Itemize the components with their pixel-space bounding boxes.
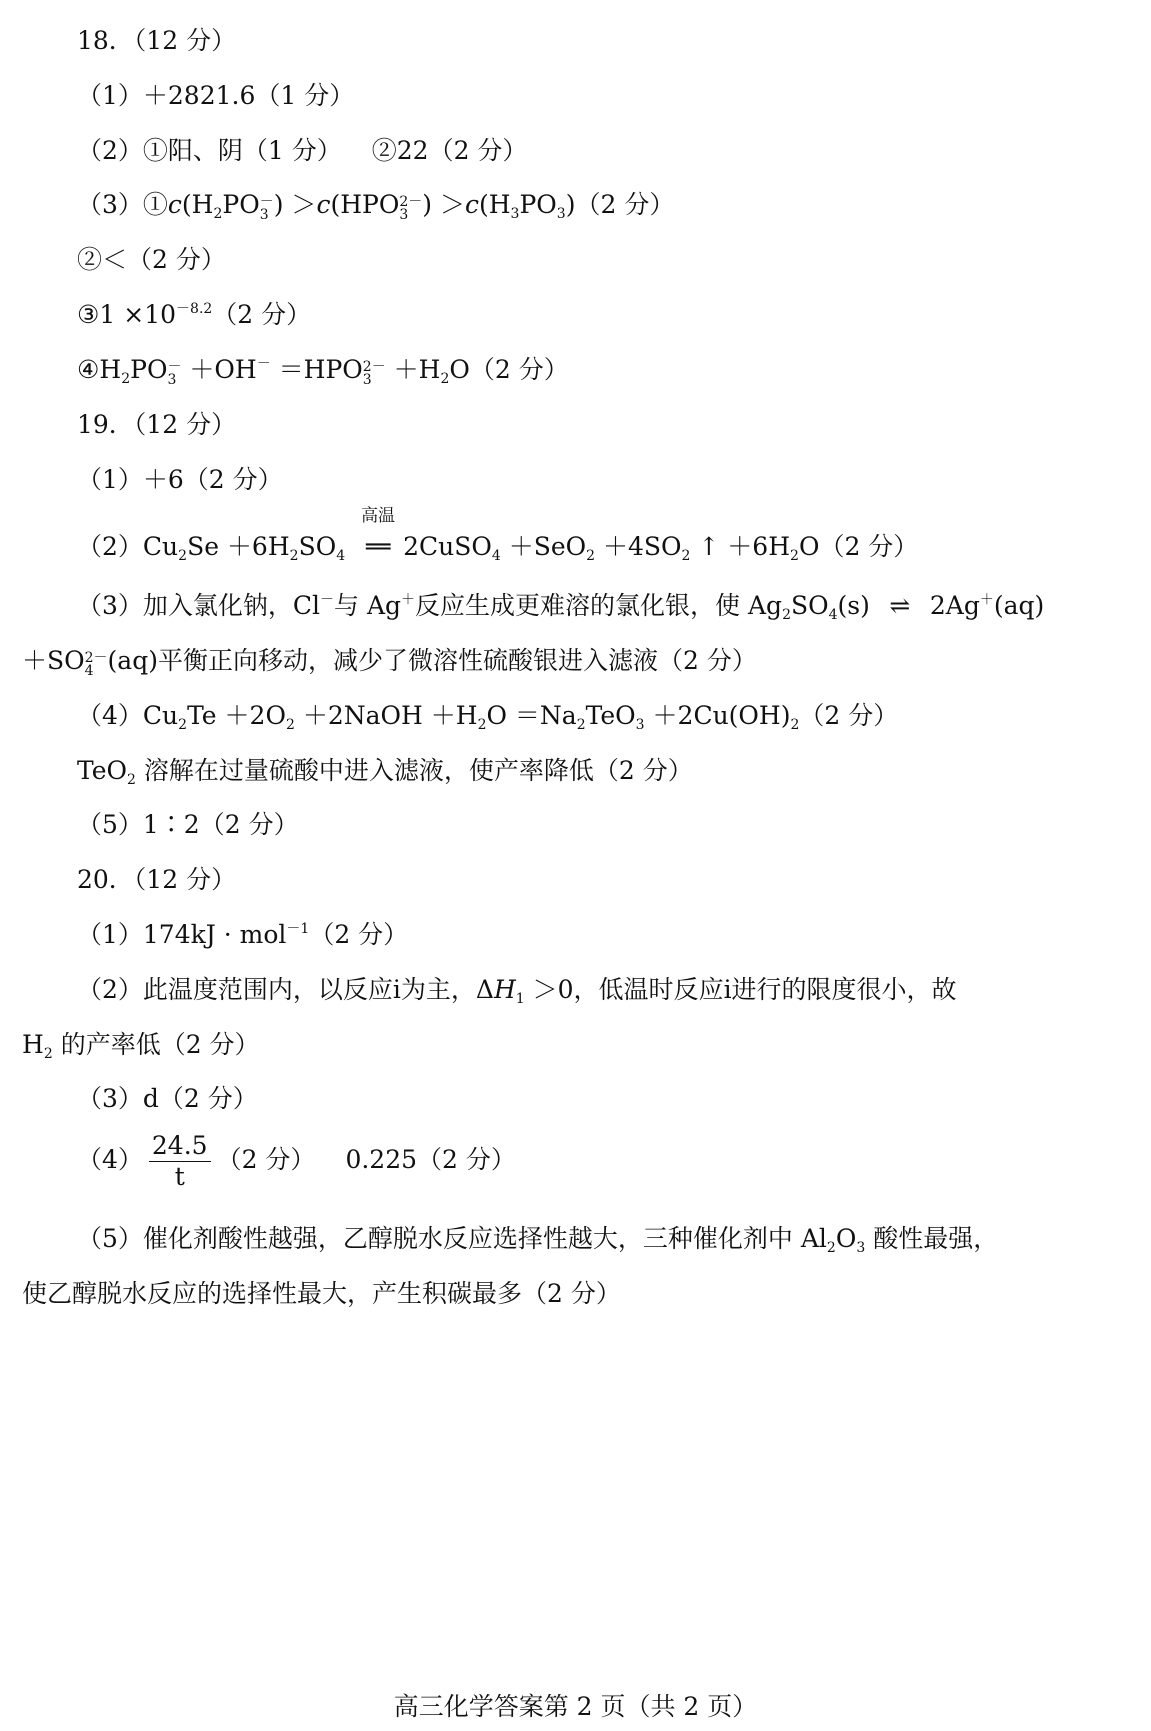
q18-part1: （1）＋2821.6（1 分） [77, 81, 355, 110]
q18-part3-3-score: （2 分） [212, 300, 312, 329]
q19-part3-line1: （3）加入氯化钠，Cl－与 Ag＋反应生成更难溶的氯化银，使 $Ag_2SO_4(s)$ ⇌ 2Ag＋(aq) [77, 591, 1045, 623]
q20-part5-line1: （5）催化剂酸性越强，乙醇脱水反应选择性越大，三种催化剂中 $Al_2O_3$ 酸性最强， [77, 1224, 999, 1256]
q20-part1: （1）174kJ · mol$^{-1}$（2 分） [77, 920, 409, 949]
q20-part5-line2: 使乙醇脱水反应的选择性最大，产生积碳最多（2 分） [22, 1279, 621, 1308]
q18-part2-b: ②22（2 分） [371, 136, 528, 165]
q19-part4-label: （4） [77, 701, 143, 730]
q18-part3-1 [77, 188, 674, 222]
q20-title: 20．（12 分） [77, 865, 237, 894]
q19-part2-score: （2 分） [819, 532, 919, 561]
q19-part5: （5）1∶2（2 分） [77, 810, 299, 839]
q18-part3-3-pre: ③1 ×10 [77, 300, 177, 329]
q20-part2-line1: （2）此温度范围内，以反应ⅰ为主，$\Delta H_1 >0$，低温时反应ⅰ进行的限度很小，故 [77, 975, 957, 1007]
q18-part2-a: （2）①阳、阴（1 分） [77, 136, 342, 165]
q19-part2 [77, 506, 919, 564]
q18-part2 [77, 134, 527, 168]
q18-part3-score: （2 分） [575, 190, 675, 219]
q20-part2-line2: $H_2$ 的产率低（2 分） [22, 1030, 260, 1062]
q20-part4: （4） $\frac{24.5}{t}$ （2 分） 0.225（2 分） [77, 1131, 516, 1191]
equilibrium-arrow-icon: ⇌ [889, 591, 911, 620]
q19-part2-label: （2） [77, 532, 143, 561]
q19-part2-equation: $Cu_2Se +6H_2SO_4$ 高温 ═ 2CuSO$_4$ $+SeO_2 +4SO_2$ ↑ $+6H_2O$ [142, 506, 820, 564]
page-footer: 高三化学答案第 2 页（共 2 页） [393, 1692, 758, 1721]
q18-part3-label: （3）① [77, 190, 168, 219]
q20-part3: （3）d（2 分） [77, 1084, 258, 1113]
q19-part2-condition: 高温 ═ [361, 506, 396, 561]
q20-part4-fraction: $\frac{24.5}{t}$ [149, 1133, 211, 1190]
q18-part3-4 [77, 353, 569, 387]
q18-part3-3 [77, 298, 311, 332]
q19-part4-note: TeO$_2$ 溶解在过量硫酸中进入滤液，使产率降低（2 分） [77, 756, 693, 788]
q19-part4-score: （2 分） [799, 701, 899, 730]
q18-part3-formula: $c(H_2PO$ － 3 ) ＞c(HPO 2－ 3 ) $>c(H_3PO_3)$ [167, 190, 576, 223]
q18-part3-4-formula: $④H_2PO$ － 3 ＋OH－ ＝HPO 2－ 3 $+H_2O$ [77, 355, 470, 388]
q18-part3-2: ②＜（2 分） [77, 245, 226, 274]
q18-part3-3-exp: －8.2 [176, 301, 213, 317]
q19-part4-equation: $Cu_2Te +2O_2$ ＋2NaOH $+H_2O =Na_2TeO_3 +2Cu(OH)_2$ [142, 701, 800, 733]
q19-title: 19．（12 分） [77, 410, 237, 439]
q19-part1: （1）＋6（2 分） [77, 465, 283, 494]
q18-title: 18．（12 分） [77, 26, 237, 55]
q18-part3-4-score: （2 分） [469, 355, 569, 384]
q19-part3-line2: ＋SO 2－ 4 (aq)平衡正向移动，减少了微溶性硫酸银进入滤液（2 分） [22, 646, 757, 679]
q19-part4 [77, 699, 898, 733]
